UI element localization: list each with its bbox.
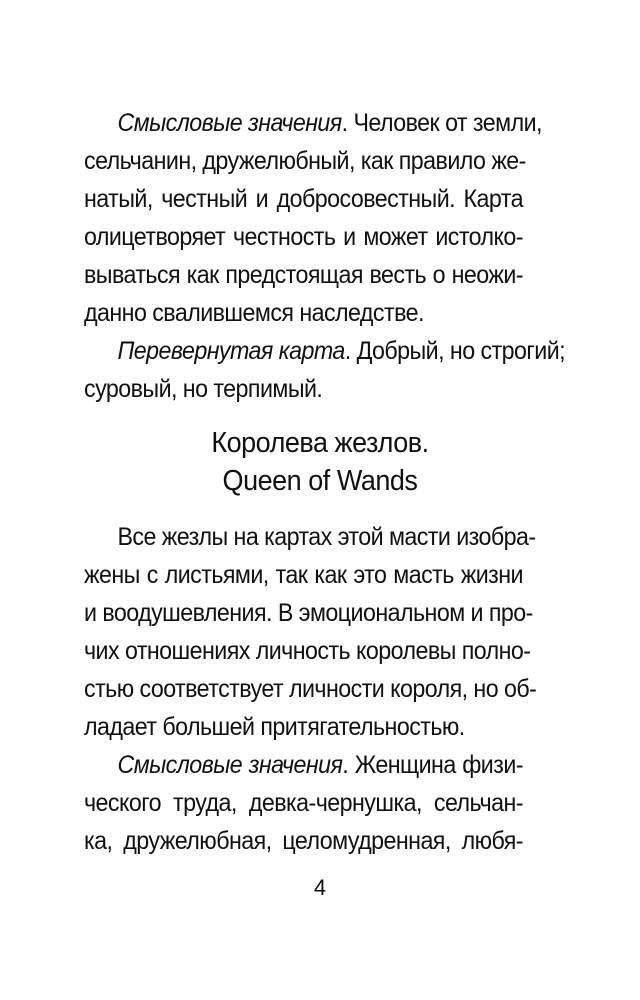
section-heading [22, 424, 617, 500]
paragraph-line: ка, дружелюбная, целомудренная, любя- [84, 827, 523, 855]
paragraph-line: Смысловые значения. Человек от земли, [117, 109, 542, 137]
paragraph-king-reversed [84, 332, 566, 408]
paragraph-line: вываться как предстоящая весть о неожи- [84, 261, 523, 289]
paragraph-line: Перевернутая карта. Добрый, но строгий; [117, 337, 566, 365]
paragraph-line: Все жезлы на картах этой масти изобра- [117, 523, 536, 551]
italic-term: Смысловые значения [117, 109, 342, 137]
paragraph-line: Смысловые значения. Женщина физи- [117, 751, 523, 779]
paragraph-line: олицетворяет честность и может истолко- [84, 223, 523, 251]
paragraph-line: сельчанин, дружелюбный, как правило же- [84, 147, 526, 175]
heading-line-english: Queen of Wands [222, 465, 418, 497]
paragraph-line: натый, честный и добросовестный. Карта [84, 185, 523, 213]
paragraph-king-meanings [84, 104, 542, 332]
italic-term: Смысловые значения [117, 751, 343, 779]
paragraph-line: ческого труда, девка-чернушка, сельчан- [84, 789, 523, 817]
italic-term: Перевернутая карта [117, 337, 345, 365]
paragraph-line: ладает большей притягательностью. [84, 713, 465, 741]
paragraph-queen-meanings [84, 746, 523, 860]
paragraph-queen-description [84, 518, 537, 746]
paragraph-line: жены с листьями, так как это масть жизни [84, 561, 523, 589]
paragraph-line: чих отношениях личность королевы полно- [84, 637, 531, 665]
paragraph-line: стью соответствует личности короля, но об- [84, 675, 537, 703]
heading-line-russian: Королева жезлов. [211, 427, 429, 459]
paragraph-line: данно свалившемся наследстве. [84, 299, 424, 327]
page-number: 4 [313, 875, 327, 900]
paragraph-line: суровый, но терпимый. [84, 375, 323, 403]
paragraph-line: и воодушевления. В эмоциональном и про- [84, 599, 533, 627]
